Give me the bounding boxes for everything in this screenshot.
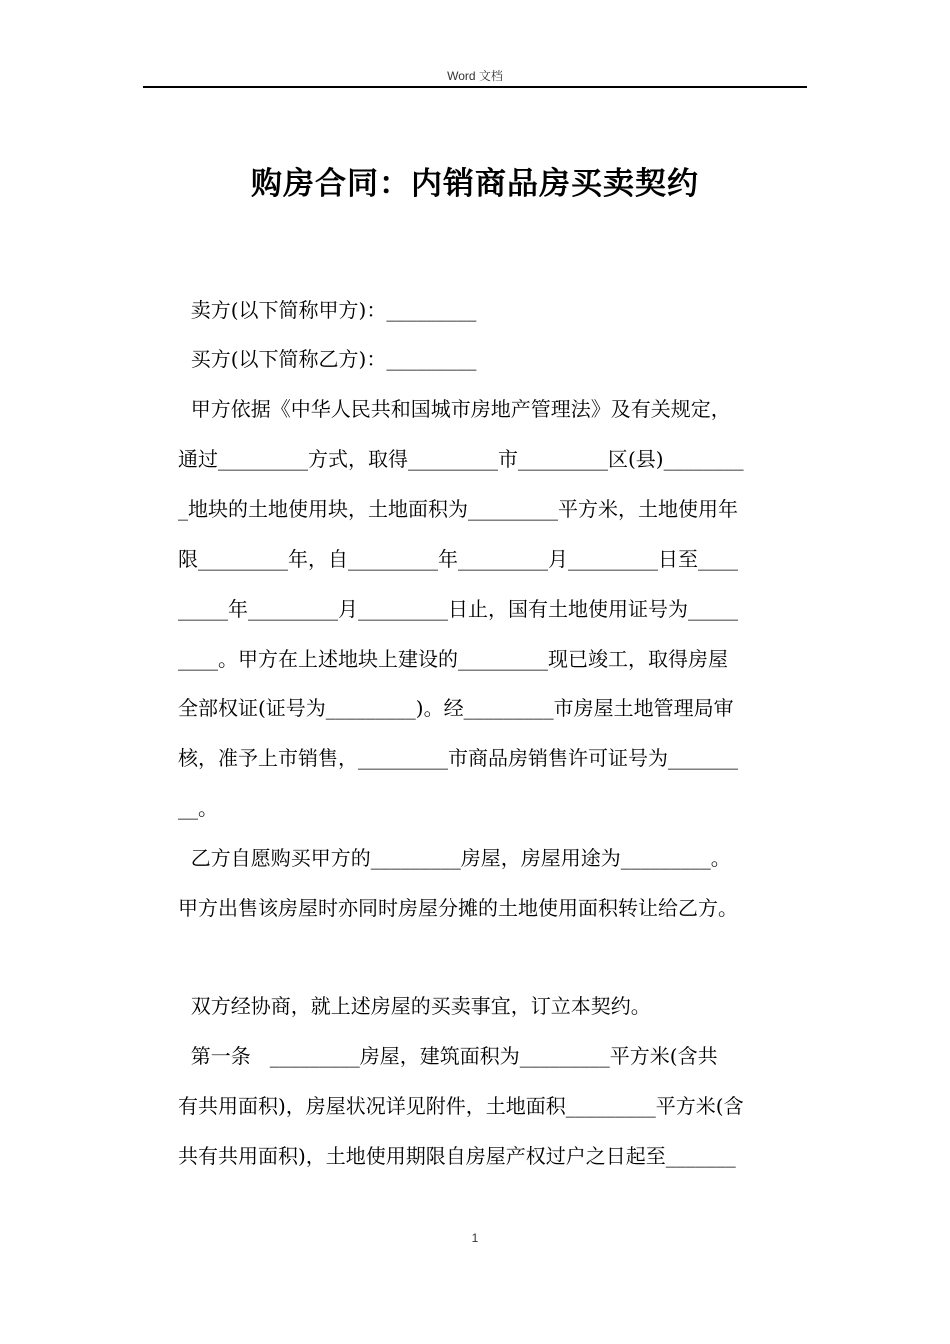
text-line: 全部权证(证号为_________)。经_________市房屋土地管理局审	[178, 696, 734, 720]
text-line: 乙方自愿购买甲方的_________房屋，房屋用途为_________。	[178, 846, 731, 870]
text-line: ____。甲方在上述地块上建设的_________现已竣工，取得房屋	[178, 647, 728, 671]
document-header-label: Word 文档	[447, 69, 503, 83]
text-line-seller: 卖方(以下简称甲方)：_________	[178, 298, 477, 322]
text-line-buyer: 买方(以下简称乙方)：_________	[178, 347, 477, 371]
header-divider	[143, 86, 807, 88]
text-line: 共有共用面积)，土地使用期限自房屋产权过户之日起至_______	[178, 1144, 736, 1168]
text-line: 甲方依据《中华人民共和国城市房地产管理法》及有关规定，	[178, 397, 731, 421]
document-title: 购房合同：内销商品房买卖契约	[251, 166, 699, 202]
page-number: 1	[471, 1231, 479, 1245]
text-line: __。	[178, 796, 218, 820]
text-line: 双方经协商，就上述房屋的买卖事宜，订立本契约。	[178, 994, 651, 1018]
text-line: 通过_________方式，取得_________市_________区(县)________	[178, 447, 744, 471]
text-line-article-1: 第一条 _________房屋，建筑面积为_________平方米(含共	[178, 1044, 718, 1068]
text-line: 核，准予上市销售，_________市商品房销售许可证号为_______	[178, 746, 738, 770]
text-line: 有共用面积)，房屋状况详见附件，土地面积_________平方米(含	[178, 1094, 744, 1118]
text-line: _____年_________月_________日止，国有土地使用证号为_____	[178, 597, 738, 621]
text-line: 甲方出售该房屋时亦同时房屋分摊的土地使用面积转让给乙方。	[178, 896, 738, 920]
text-line: 限_________年，自_________年_________月_________日至____	[178, 547, 738, 571]
text-line: _地块的土地使用块，土地面积为_________平方米，土地使用年	[178, 497, 738, 521]
